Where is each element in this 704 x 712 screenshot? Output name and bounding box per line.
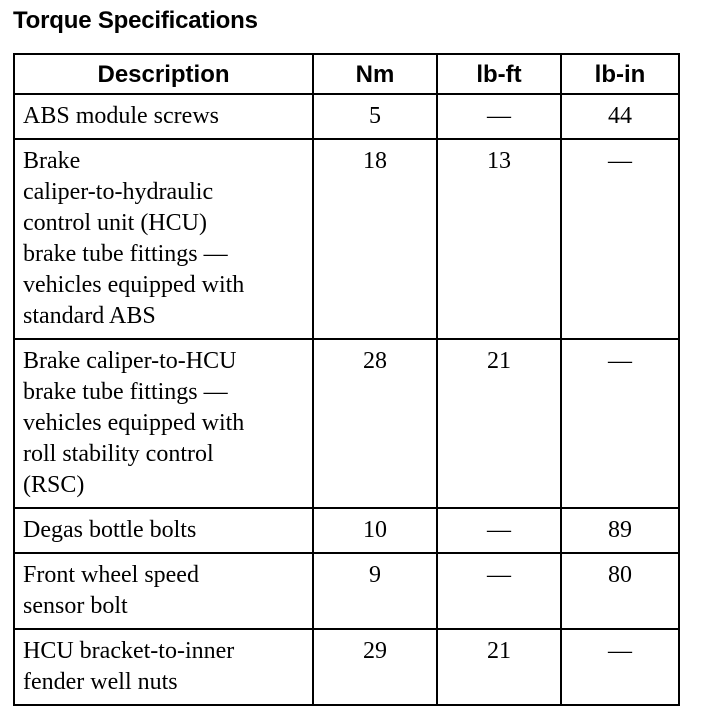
table-row <box>14 139 679 339</box>
column-header-description: Description <box>14 54 313 94</box>
nm-cell: 5 <box>313 94 437 139</box>
description-line: roll stability control <box>23 441 214 467</box>
description-line: Brake caliper-to-HCU <box>23 348 237 374</box>
description-line: standard ABS <box>23 303 156 329</box>
description-line: brake tube fittings — <box>23 241 228 267</box>
description-line: ABS module screws <box>23 103 219 129</box>
lb-ft-cell: 13 <box>437 139 561 339</box>
lb-ft-cell: — <box>437 553 561 629</box>
description-line: sensor bolt <box>23 593 128 619</box>
torque-spec-table <box>13 53 680 706</box>
description-line: caliper-to-hydraulic <box>23 179 214 205</box>
nm-cell: 28 <box>313 339 437 508</box>
lb-in-cell: 44 <box>561 94 679 139</box>
description-line: brake tube fittings — <box>23 379 228 405</box>
lb-ft-cell: — <box>437 508 561 553</box>
lb-in-cell: — <box>561 139 679 339</box>
lb-in-cell: — <box>561 629 679 705</box>
lb-ft-cell: — <box>437 94 561 139</box>
column-header-nm: Nm <box>313 54 437 94</box>
description-line: Front wheel speed <box>23 562 199 588</box>
column-header-lb-in: lb-in <box>561 54 679 94</box>
description-cell <box>14 139 313 339</box>
table-row <box>14 553 679 629</box>
description-cell <box>14 339 313 508</box>
description-line: Brake <box>23 148 81 174</box>
description-cell <box>14 553 313 629</box>
lb-in-cell: 80 <box>561 553 679 629</box>
nm-cell: 10 <box>313 508 437 553</box>
column-header-lb-ft: lb-ft <box>437 54 561 94</box>
table-header-row <box>14 54 679 94</box>
lb-ft-cell: 21 <box>437 339 561 508</box>
table-row <box>14 508 679 553</box>
nm-cell: 29 <box>313 629 437 705</box>
description-cell <box>14 94 313 139</box>
description-cell <box>14 629 313 705</box>
description-cell <box>14 508 313 553</box>
nm-cell: 9 <box>313 553 437 629</box>
description-line: HCU bracket-to-inner <box>23 638 235 664</box>
page-title: Torque Specifications <box>13 7 258 34</box>
description-line: fender well nuts <box>23 669 178 695</box>
description-line: Degas bottle bolts <box>23 517 197 543</box>
lb-ft-cell: 21 <box>437 629 561 705</box>
description-line: vehicles equipped with <box>23 272 245 298</box>
lb-in-cell: 89 <box>561 508 679 553</box>
table-row <box>14 629 679 705</box>
description-line: (RSC) <box>23 472 85 498</box>
nm-cell: 18 <box>313 139 437 339</box>
table-row <box>14 339 679 508</box>
lb-in-cell: — <box>561 339 679 508</box>
description-line: control unit (HCU) <box>23 210 207 236</box>
table-row <box>14 94 679 139</box>
description-line: vehicles equipped with <box>23 410 245 436</box>
